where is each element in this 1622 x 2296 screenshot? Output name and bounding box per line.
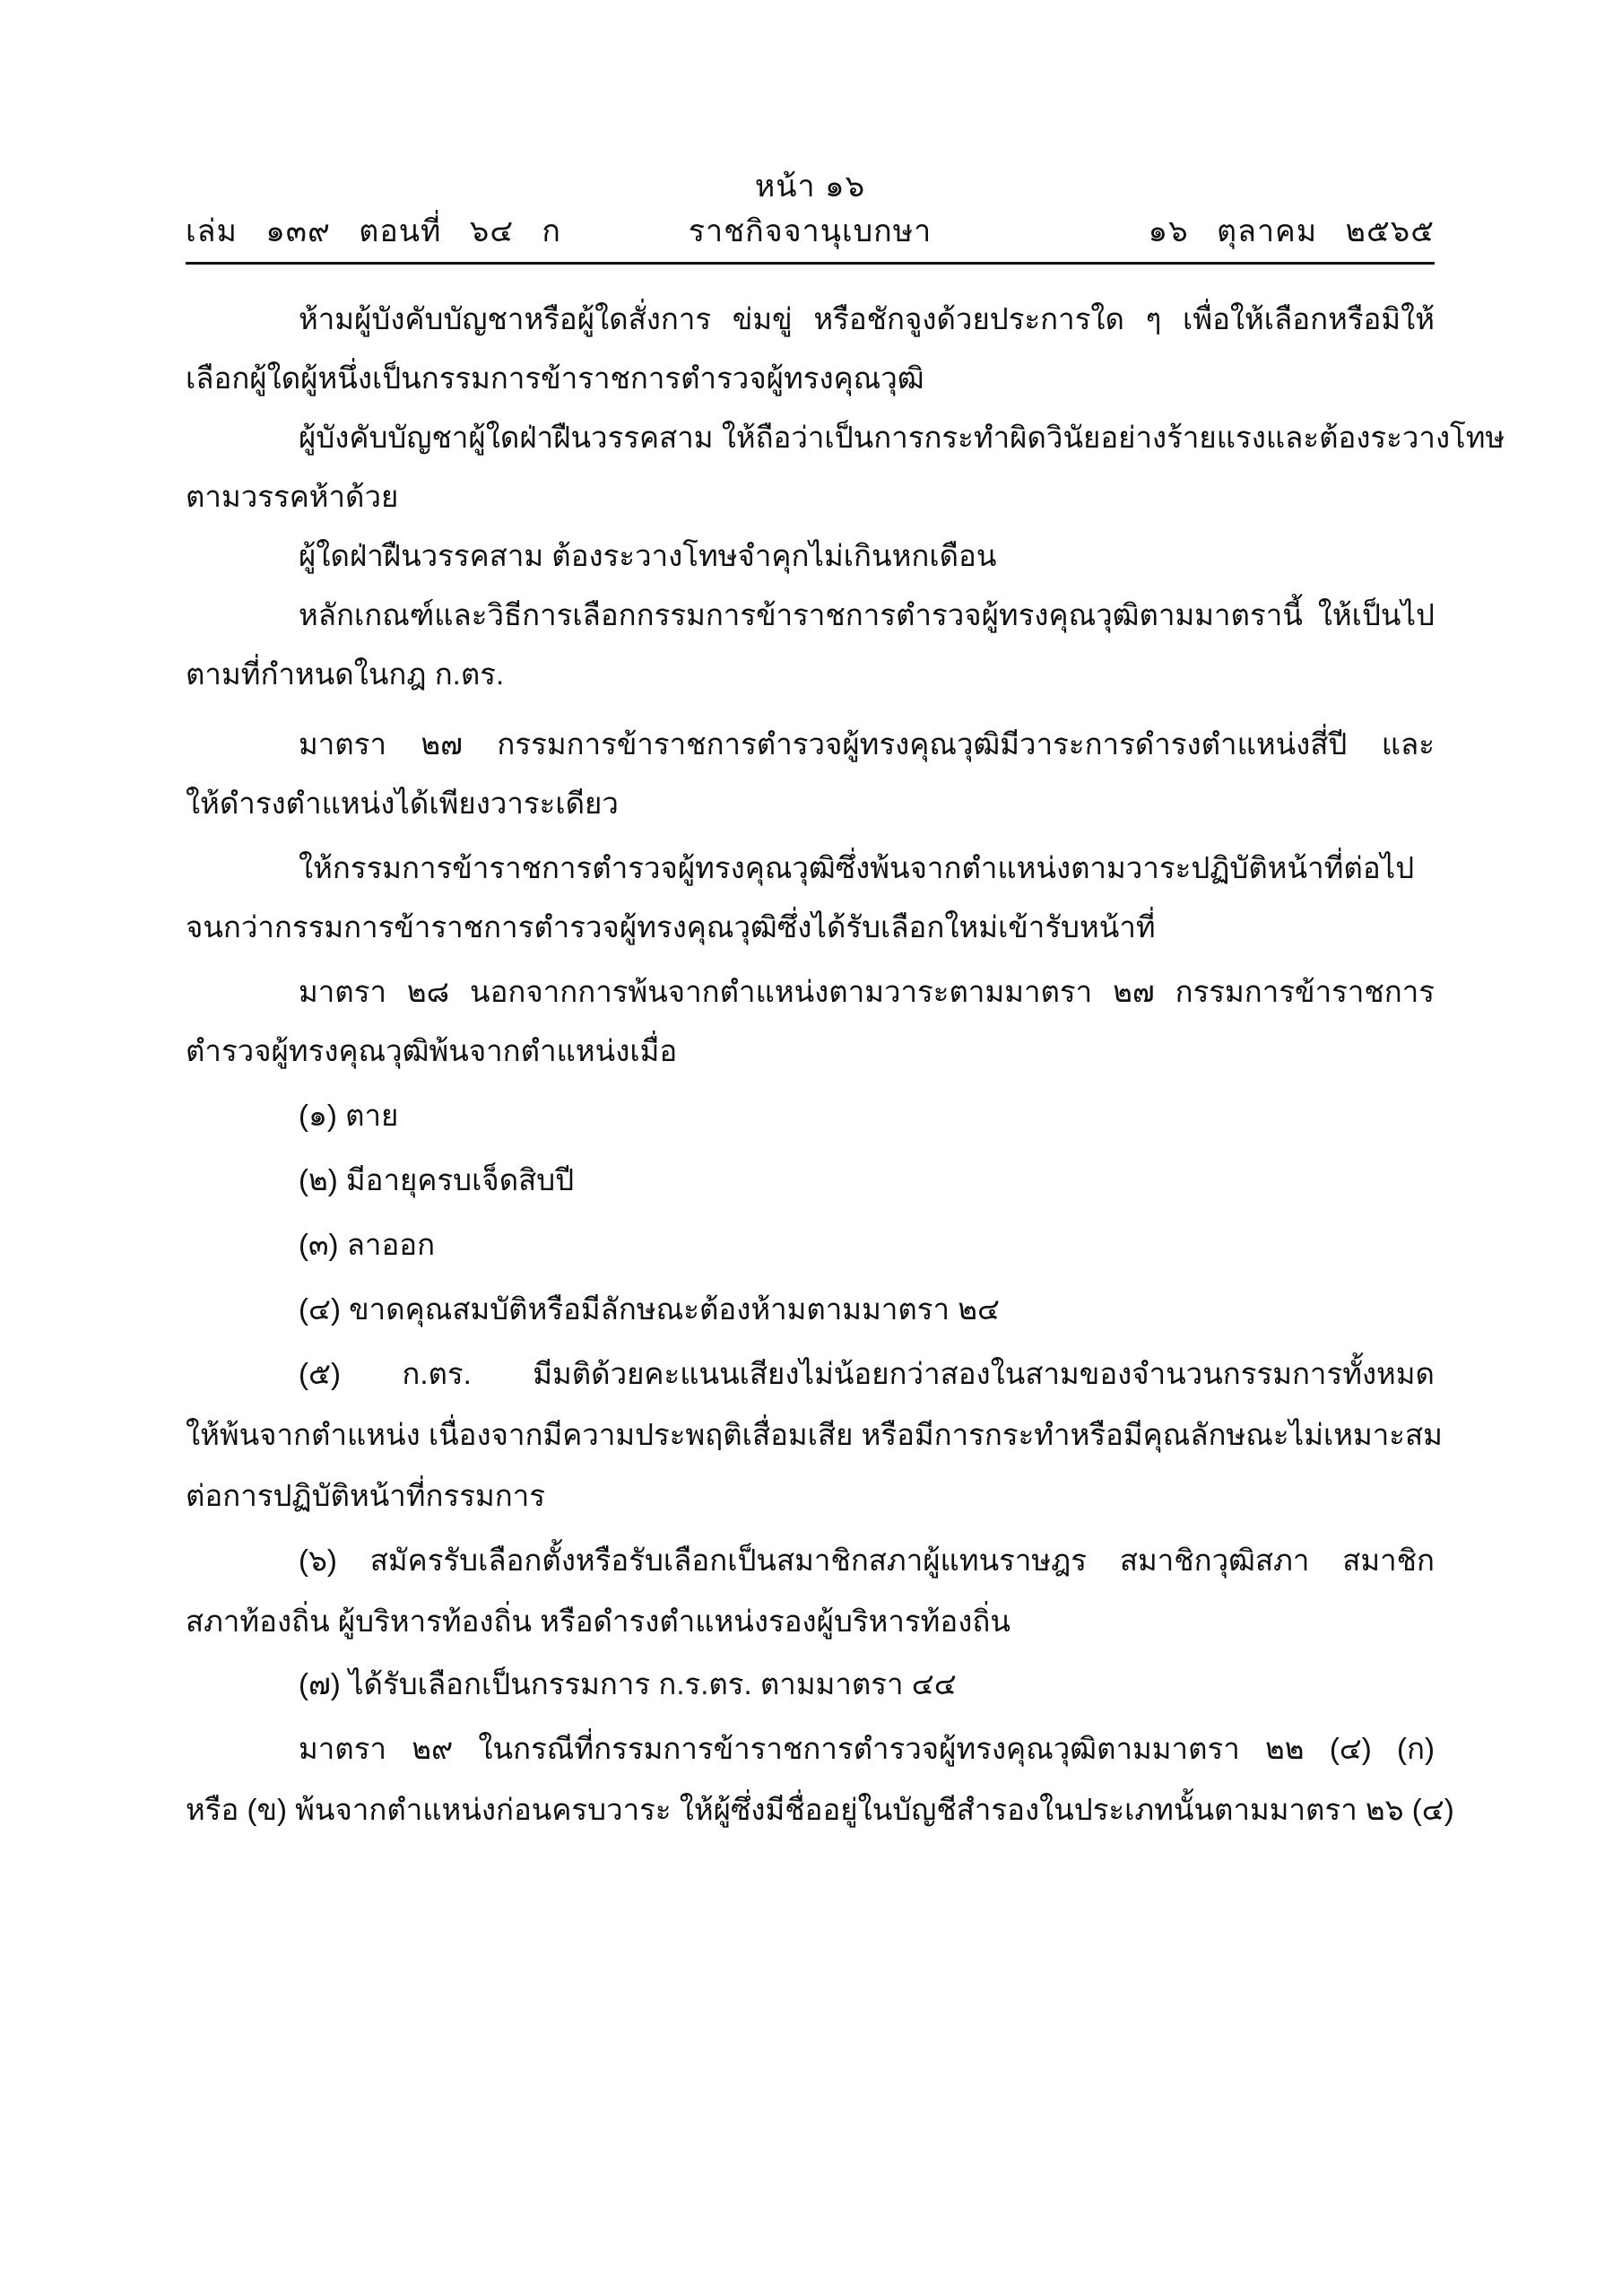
- list-item: (๖) สมัครรับเลือกตั้งหรือรับเลือกเป็นสมาชิกสภาผู้แทนราษฎร สมาชิกวุฒิสภา สมาชิก: [299, 1544, 1435, 1577]
- header-row: [186, 212, 1435, 251]
- text-line: ให้พ้นจากตำแหน่ง เนื่องจากมีความประพฤติเสื่อมเสีย หรือมีการกระทำหรือมีคุณลักษณะไม่เหมาะสม: [186, 1418, 1443, 1451]
- page-header: [186, 167, 1435, 265]
- text-line: ผู้ใดฝ่าฝืนวรรคสาม ต้องระวางโทษจำคุกไม่เกินหกเดือน: [299, 539, 997, 572]
- text-line: ให้กรรมการข้าราชการตำรวจผู้ทรงคุณวุฒิซึ่งพ้นจากตำแหน่งตามวาระปฏิบัติหน้าที่ต่อไป: [299, 851, 1415, 884]
- list-item: (๔) ขาดคุณสมบัติหรือมีลักษณะต้องห้ามตามมาตรา ๒๔: [299, 1292, 1000, 1326]
- list-item: (๑) ตาย: [299, 1099, 399, 1132]
- text-line: ผู้บังคับบัญชาผู้ใดฝ่าฝืนวรรคสาม ให้ถือว่าเป็นการกระทำผิดวินัยอย่างร้ายแรงและต้องระวางโทษ: [299, 421, 1505, 454]
- text-line: เลือกผู้ใดผู้หนึ่งเป็นกรรมการข้าราชการตำรวจผู้ทรงคุณวุฒิ: [186, 361, 924, 395]
- text-line: จนกว่ากรรมการข้าราชการตำรวจผู้ทรงคุณวุฒิซึ่งได้รับเลือกใหม่เข้ารับหน้าที่: [186, 910, 1156, 944]
- text-line: ตามวรรคห้าด้วย: [186, 480, 399, 513]
- section-29-heading-line: มาตรา ๒๙ ในกรณีที่กรรมการข้าราชการตำรวจผู้ทรงคุณวุฒิตามมาตรา ๒๒ (๔) (ก): [299, 1732, 1435, 1765]
- text-line: ให้ดำรงตำแหน่งได้เพียงวาระเดียว: [186, 787, 619, 820]
- publication-date: ๑๖ ตุลาคม ๒๕๖๕: [1148, 214, 1435, 248]
- text-line: ต่อการปฏิบัติหน้าที่กรรมการ: [186, 1479, 545, 1512]
- text-line: หลักเกณฑ์และวิธีการเลือกกรรมการข้าราชการตำรวจผู้ทรงคุณวุฒิตามมาตรานี้ ให้เป็นไป: [299, 598, 1435, 631]
- text-line: ตามที่กำหนดในกฎ ก.ตร.: [186, 657, 505, 691]
- header-divider: [186, 262, 1435, 265]
- section-28-heading-line: มาตรา ๒๘ นอกจากการพ้นจากตำแหน่งตามวาระตามมาตรา ๒๗ กรรมการข้าราชการ: [299, 975, 1435, 1008]
- list-item: (๓) ลาออก: [299, 1228, 436, 1261]
- publication-title: ราชกิจจานุเบกษา: [688, 214, 932, 248]
- text-line: สภาท้องถิ่น ผู้บริหารท้องถิ่น หรือดำรงตำแหน่งรองผู้บริหารท้องถิ่น: [186, 1605, 1010, 1638]
- volume-issue: เล่ม ๑๓๙ ตอนที่ ๖๔ ก: [186, 214, 562, 248]
- section-27-heading-line: มาตรา ๒๗ กรรมการข้าราชการตำรวจผู้ทรงคุณวุฒิมีวาระการดำรงตำแหน่งสี่ปี และ: [299, 727, 1435, 761]
- text-line: ห้ามผู้บังคับบัญชาหรือผู้ใดสั่งการ ข่มขู่ หรือชักจูงด้วยประการใด ๆ เพื่อให้เลือกหรือมิให้: [299, 302, 1435, 335]
- list-item: (๗) ได้รับเลือกเป็นกรรมการ ก.ร.ตร. ตามมาตรา ๔๔: [299, 1667, 957, 1700]
- text-line: หรือ (ข) พ้นจากตำแหน่งก่อนครบวาระ ให้ผู้ซึ่งมีชื่ออยู่ในบัญชีสำรองในประเภทนั้นตามมาตรา ๒๖ (๔): [186, 1793, 1454, 1826]
- list-item: (๒) มีอายุครบเจ็ดสิบปี: [299, 1163, 575, 1196]
- page-number: หน้า ๑๖: [754, 170, 866, 204]
- list-item: (๕) ก.ตร. มีมติด้วยคะแนนเสียงไม่น้อยกว่าสองในสามของจำนวนกรรมการทั้งหมด: [299, 1357, 1435, 1390]
- text-line: ตำรวจผู้ทรงคุณวุฒิพ้นจากตำแหน่งเมื่อ: [186, 1034, 678, 1067]
